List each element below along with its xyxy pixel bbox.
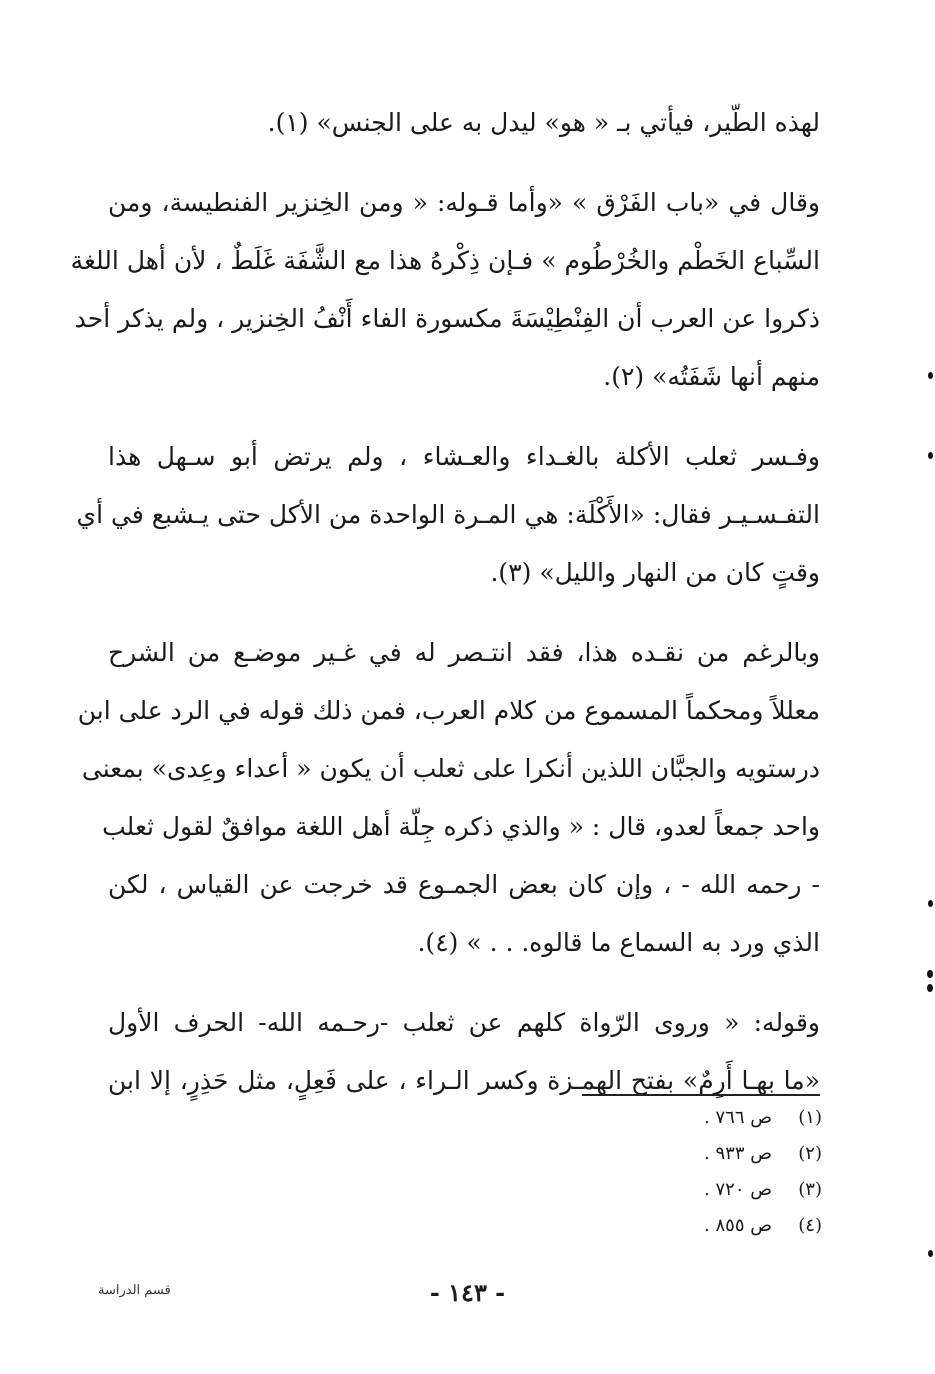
- footnote-text: ص ٧٢٠ .: [704, 1179, 772, 1200]
- page-number: - ١٤٣ -: [429, 1278, 506, 1307]
- paragraph-4: [77, 624, 820, 972]
- footnote-number: (٢): [798, 1143, 822, 1164]
- text-line: درستويه والجبَّان اللذين أنكرا على ثعلب أن يكون « أعداء وعِدى» بمعنى: [81, 754, 820, 783]
- scan-mark: [928, 900, 933, 907]
- text-line: السِّباع الخَطْم والخُرْطُوم » فـإن ذِكْرهُ هذا مع الشَّفَة غَلَطٌ ، لأن أهل اللغة: [70, 246, 820, 275]
- text-line: الذي ورد به السماع ما قالوه. . . » (٤).: [417, 928, 820, 957]
- scan-mark: [927, 970, 933, 978]
- text-line: واحد جمعاً لعدو، قال : « والذي ذكره جِلّة أهل اللغة موافقٌ لقول ثعلب: [102, 812, 820, 841]
- text-line: وقوله: « وروى الرّواة كلهم عن ثعلب -رحـمه الله- الحرف الأول: [108, 1008, 820, 1037]
- text-line: منهم أنها شَفَتُه» (٢).: [603, 362, 820, 391]
- footnote-item: [560, 1100, 822, 1136]
- text-line: ذكروا عن العرب أن الفِنْطِيْسَةَ مكسورة الفاء أَنْفُ الخِنزير ، ولم يذكر أحد: [74, 304, 820, 333]
- scan-mark: [927, 984, 933, 992]
- text-line: - رحمه الله - ، وإن كان بعض الجمـوع قد خرجت عن القياس ، لكن: [108, 870, 820, 899]
- paragraph-1: [108, 94, 820, 152]
- footnote-text: ص ٨٥٥ .: [704, 1215, 772, 1236]
- section-label: قسم الدراسة: [98, 1283, 171, 1298]
- body-text: [70, 94, 820, 1132]
- text-line: وقال في «باب الفَرْق » «وأما قـوله: « ومن الخِنزير الفنطيسة، ومن: [108, 188, 820, 217]
- footnote-text: ص ٩٣٣ .: [704, 1143, 772, 1164]
- text-line: معللاً ومحكماً المسموع من كلام العرب، فمن ذلك قوله في الرد على ابن: [77, 696, 820, 725]
- footnote-item: [560, 1172, 822, 1208]
- text-line: وفـسر ثعلب الأكلة بالغـداء والعـشاء ، ولم يرتض أبو سـهل هذا: [108, 442, 820, 471]
- footnote-item: [560, 1136, 822, 1172]
- scan-mark: [928, 452, 933, 459]
- text-line: وقتٍ كان من النهار والليل» (٣).: [490, 558, 820, 587]
- footnote-divider: [582, 1094, 820, 1096]
- footnotes: [560, 1100, 822, 1244]
- footnote-number: (١): [798, 1107, 822, 1128]
- text-line: «ما بهـا أَرِمٌ» بفتح الهمـزة وكسر الـراء ، على فَعِلٍ، مثل حَذِرٍ، إلا ابن: [108, 1066, 820, 1095]
- text-line: وبالرغم من نقـده هذا، فقد انتـصر له في غـير موضـع من الشرح: [108, 638, 820, 667]
- footnote-text: ص ٧٦٦ .: [704, 1107, 772, 1128]
- text-line: لهذه الطّير، فيأتي بـ « هو» ليدل به على الجنس» (١).: [267, 108, 820, 137]
- footnote-number: (٣): [798, 1179, 822, 1200]
- paragraph-3: [76, 428, 820, 602]
- footnote-number: (٤): [798, 1215, 822, 1236]
- text-line: التفـسـيـر فقال: «الأَكْلَة: هي المـرة الواحدة من الأكل حتى يـشبع في أي: [76, 500, 820, 529]
- scan-mark: [928, 1250, 933, 1257]
- paragraph-5: [108, 994, 820, 1110]
- footnote-item: [560, 1208, 822, 1244]
- scan-mark: [928, 372, 933, 379]
- paragraph-2: [70, 174, 820, 406]
